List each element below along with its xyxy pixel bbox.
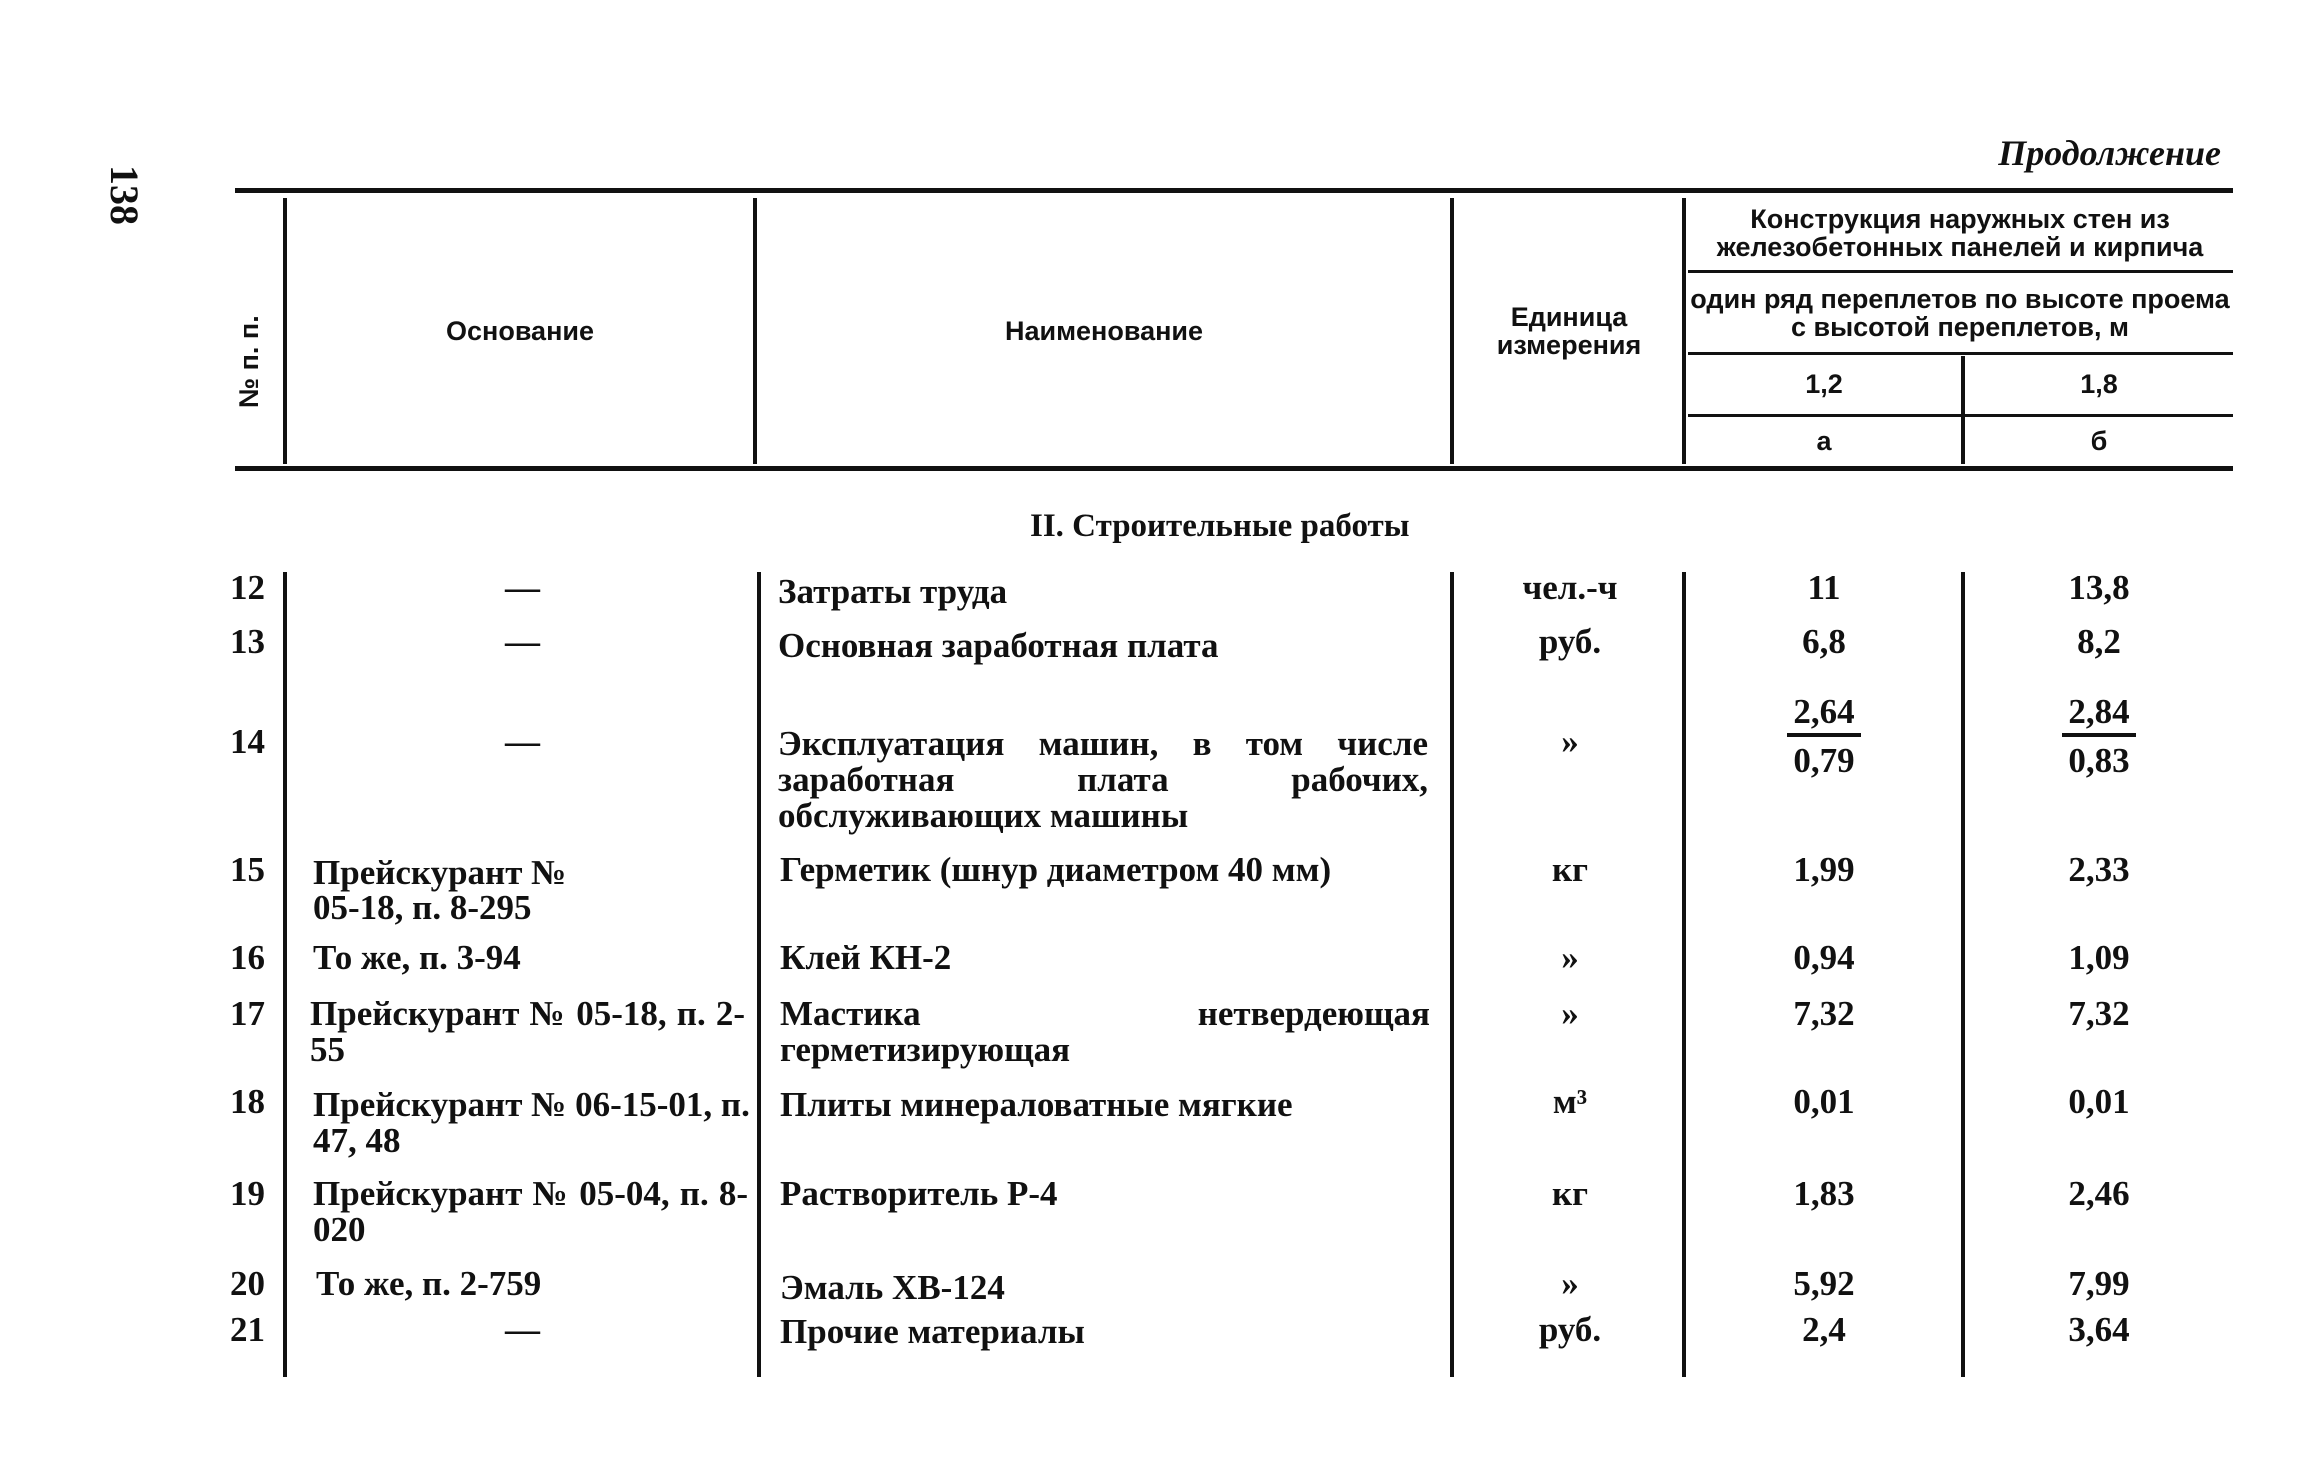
row-name: Мастика нетвердеющая герметизирующая: [780, 994, 1430, 1070]
row-basis: Прейскурант № 05-18, п. 8-295: [313, 853, 567, 927]
header-construction: Конструкция наружных стен из железобетонных панелей и кирпича: [1716, 203, 2204, 262]
row-num: 17: [230, 994, 265, 1033]
row-unit: »: [1561, 938, 1579, 977]
row-basis: То же, п. 3-94: [313, 938, 521, 977]
row-basis: Прейскурант № 05-04, п. 8-020: [313, 1174, 748, 1250]
row-num: 16: [230, 938, 265, 977]
row-value-a: 0,94: [1793, 938, 1855, 977]
row-value-a: 11: [1807, 568, 1841, 607]
row-basis: То же, п. 2-759: [316, 1264, 542, 1303]
row-unit: чел.-ч: [1522, 568, 1618, 607]
row-value-a: 1,83: [1793, 1174, 1855, 1213]
header-num: № п. п.: [234, 315, 264, 408]
body-divider-4: [1682, 572, 1686, 1377]
row-unit: »: [1561, 994, 1579, 1033]
header-unit: Единица измерения: [1496, 301, 1642, 360]
row-value-a-bottom: 0,79: [1793, 741, 1855, 780]
row-name: Герметик (шнур диаметром 40 мм): [780, 850, 1332, 889]
row-value-a: 1,99: [1793, 850, 1855, 889]
row-value-a-top: 2,64: [1787, 694, 1860, 737]
header-divider-3: [1450, 198, 1454, 464]
header-bottom-rule: [235, 466, 2233, 471]
row-value-b: 3,64: [2068, 1310, 2130, 1349]
header-divider-4: [1682, 198, 1686, 464]
header-col-b-value: 1,8: [2080, 369, 2118, 400]
row-basis: —: [505, 622, 540, 661]
row-value-b: 8,2: [2077, 622, 2121, 661]
header-divider-1: [283, 198, 287, 464]
row-unit: кг: [1551, 850, 1589, 889]
row-name: Основная заработная плата: [778, 626, 1219, 665]
row-basis: —: [505, 1310, 540, 1349]
row-value-a: 7,32: [1793, 994, 1855, 1033]
continuation-label: Продолжение: [1998, 133, 2221, 173]
row-fraction-a: [1690, 694, 1958, 778]
row-value-b-bottom: 0,83: [2068, 741, 2130, 780]
header-col-b-letter: б: [2090, 426, 2108, 457]
row-basis: Прейскурант № 06-15-01, п. 47, 48: [313, 1085, 750, 1161]
row-value-b: 1,09: [2068, 938, 2130, 977]
row-name: Эксплуатация машин, в том числе заработная плата рабочих, обслуживающих машины: [778, 724, 1428, 836]
row-name: Растворитель Р-4: [780, 1174, 1058, 1213]
body-divider-5: [1961, 572, 1965, 1377]
row-value-a: 0,01: [1793, 1082, 1855, 1121]
row-value-a: 6,8: [1802, 622, 1846, 661]
row-unit: »: [1561, 722, 1579, 761]
row-value-b: 7,32: [2068, 994, 2130, 1033]
row-basis: —: [505, 568, 540, 607]
row-num: 18: [230, 1082, 265, 1121]
row-fraction-b: [1968, 694, 2230, 778]
row-name: Эмаль ХВ-124: [780, 1268, 1005, 1307]
row-value-b: 2,33: [2068, 850, 2130, 889]
header-window-row: один ряд переплетов по высоте проема с высотой переплетов, м: [1690, 283, 2230, 342]
row-num: 20: [230, 1264, 265, 1303]
row-unit: кг: [1551, 1174, 1589, 1213]
row-name: Затраты труда: [778, 572, 1008, 611]
header-col-a-value: 1,2: [1805, 369, 1843, 400]
row-num: 12: [230, 568, 265, 607]
row-unit: »: [1561, 1264, 1579, 1303]
header-divider-5: [1961, 356, 1965, 464]
row-value-b-top: 2,84: [2062, 694, 2135, 737]
row-name: Прочие материалы: [780, 1312, 1085, 1351]
row-num: 13: [230, 622, 265, 661]
row-basis: —: [505, 722, 540, 761]
header-name: Наименование: [1004, 315, 1204, 346]
row-num: 15: [230, 850, 265, 889]
row-unit: м³: [1552, 1082, 1588, 1121]
header-basis: Основание: [446, 315, 594, 346]
row-basis: Прейскурант № 05-18, п. 2-55: [310, 994, 745, 1070]
row-name: Клей КН-2: [780, 938, 952, 977]
row-unit: руб.: [1538, 1310, 1602, 1349]
row-value-b: 7,99: [2068, 1264, 2130, 1303]
row-value-b: 0,01: [2068, 1082, 2130, 1121]
body-divider-3: [1450, 572, 1454, 1377]
header-top-rule: [235, 188, 2233, 193]
row-value-a: 5,92: [1793, 1264, 1855, 1303]
section-title: II. Строительные работы: [1030, 508, 1410, 544]
header-rule-window: [1688, 352, 2233, 355]
row-num: 19: [230, 1174, 265, 1213]
header-divider-2: [753, 198, 757, 464]
page-number: 138: [102, 165, 147, 225]
header-col-a-letter: а: [1816, 426, 1832, 457]
row-name: Плиты минераловатные мягкие: [780, 1085, 1293, 1124]
row-value-a: 2,4: [1802, 1310, 1846, 1349]
row-value-b: 2,46: [2068, 1174, 2130, 1213]
row-value-b: 13,8: [2068, 568, 2130, 607]
row-num: 21: [230, 1310, 265, 1349]
row-num: 14: [230, 722, 265, 761]
body-divider-2: [757, 572, 761, 1377]
body-divider-1: [283, 572, 287, 1377]
row-unit: руб.: [1538, 622, 1602, 661]
header-rule-construction: [1688, 270, 2233, 273]
